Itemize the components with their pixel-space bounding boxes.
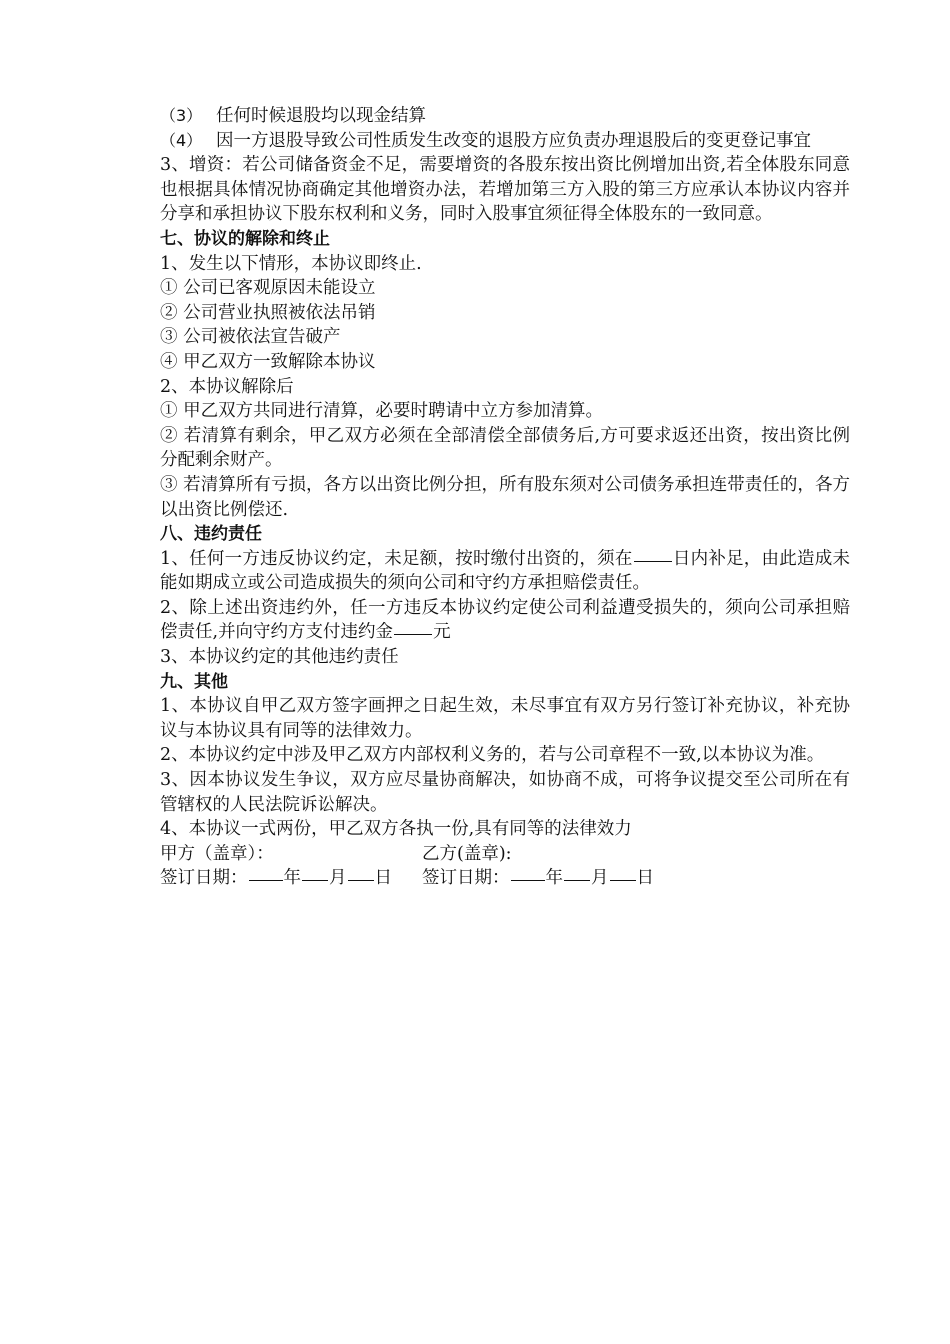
clause: ④ 甲乙双方一致解除本协议 (160, 351, 376, 372)
month-label: 月 (591, 868, 609, 889)
clause: ① 甲乙双方共同进行清算，必要时聘请中立方参加清算。 (160, 401, 604, 422)
day-blank (610, 879, 636, 881)
party-a-seal-label: 甲方（盖章）： (160, 843, 274, 864)
section-heading: 七、协议的解除和终止 (160, 228, 330, 249)
clause: ① 公司已客观原因未能设立 (160, 278, 376, 299)
paragraph: 2、本协议解除后 (160, 376, 294, 397)
month-label: 月 (329, 868, 347, 889)
text-run: 日内补足，由此造成未能如期成立或公司造成损失的须向公司和守约方承担赔偿责任。 (160, 548, 851, 594)
item-text: 因一方退股导致公司性质发生改变的退股方应负责办理退股后的变更登记事宜 (216, 130, 811, 151)
text-run: 2、除上述出资违约外，任一方违反本协议约定使公司利益遭受损失的，须向公司承担赔偿责任,并向守约方支付违约金 (160, 597, 850, 643)
fill-blank-amount (394, 633, 432, 635)
year-blank (249, 879, 283, 881)
section-heading: 九、其他 (160, 671, 228, 692)
year-label: 年 (283, 868, 301, 889)
month-blank (302, 879, 328, 881)
paragraph: 1、本协议自甲乙双方签字画押之日起生效，未尽事宜有双方另行签订补充协议，补充协议与本协议具有同等的法律效力。 (160, 696, 850, 741)
paragraph: 4、本协议一式两份，甲乙双方各执一份,具有同等的法律效力 (160, 819, 632, 840)
clause: ③ 公司被依法宣告破产 (160, 327, 341, 348)
date-label: 签订日期： (160, 868, 248, 889)
clause: ② 若清算有剩余，甲乙双方必须在全部清偿全部债务后,方可要求返还出资，按出资比例分配剩余财产。 (160, 425, 850, 471)
text-run: 1、任何一方违反协议约定，未足额，按时缴付出资的，须在 (160, 548, 633, 569)
year-label: 年 (545, 868, 563, 889)
list-item (160, 104, 850, 129)
date-label: 签订日期： (422, 868, 510, 889)
clause: ② 公司营业执照被依法吊销 (160, 302, 376, 323)
party-a-date (160, 866, 422, 891)
paragraph: 3、因本协议发生争议，双方应尽量协商解决，如协商不成，可将争议提交至公司所在有管辖权的人民法院诉讼解决。 (160, 770, 850, 815)
capital-increase-paragraph: 3、增资：若公司储备资金不足，需要增资的各股东按出资比例增加出资,若全体股东同意也根据具体情况协商确定其他增资办法，若增加第三方入股的第三方应承认本协议内容并分享和承担协议下股东权利和义务，同时入股事宜须征得全体股东的一致同意。 (160, 155, 850, 225)
paragraph (160, 596, 850, 645)
signing-date-row (160, 866, 850, 891)
clause: ③ 若清算所有亏损，各方以出资比例分担，所有股东须对公司债务承担连带责任的，各方以出资比例偿还. (160, 474, 850, 520)
month-blank (564, 879, 590, 881)
day-blank (348, 879, 374, 881)
paragraph: 2、本协议约定中涉及甲乙双方内部权利义务的，若与公司章程不一致,以本协议为准。 (160, 745, 825, 766)
party-b-date (422, 866, 654, 891)
item-text: 任何时候退股均以现金结算 (216, 106, 426, 126)
item-number: （3） (160, 106, 203, 125)
document-page (160, 104, 850, 891)
signature-row (160, 842, 850, 867)
paragraph: 1、发生以下情形，本协议即终止. (160, 253, 422, 274)
fill-blank-days (634, 560, 672, 562)
party-b-seal-label: 乙方(盖章): (422, 843, 512, 864)
day-label: 日 (636, 868, 654, 889)
paragraph: 3、本协议约定的其他违约责任 (160, 647, 399, 668)
paragraph (160, 547, 850, 596)
section-heading: 八、违约责任 (160, 524, 262, 545)
year-blank (511, 879, 545, 881)
day-label: 日 (374, 868, 392, 889)
list-item (160, 129, 850, 154)
item-number: （4） (160, 130, 203, 150)
text-run: 元 (433, 622, 451, 643)
